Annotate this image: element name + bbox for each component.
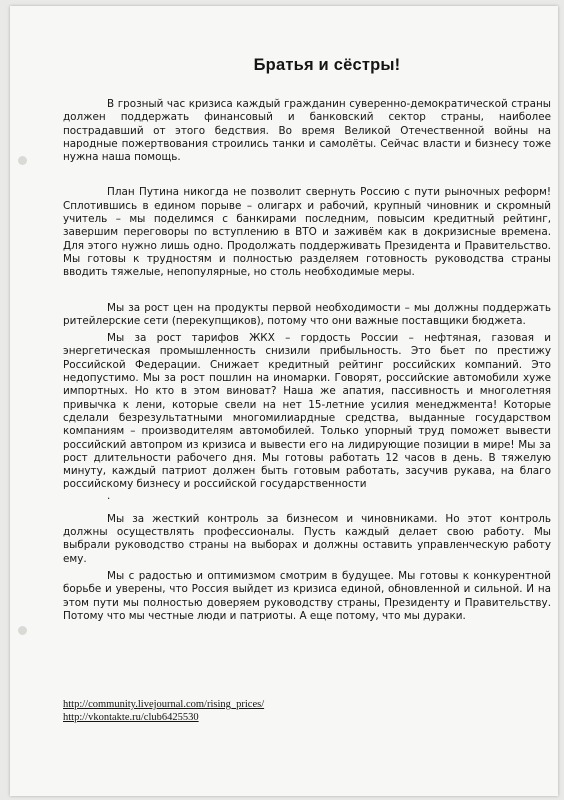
paragraph-4: Мы за рост тарифов ЖКХ – гордость России – нефтяная, газовая и энергетическая промышленность снизили прибыльность. Это бьет по престижу Российской Федерации. Снижает кредитный рейтинг российских компаний. Это недопустимо. Мы за рост пошлин на иномарки. Говорят, российские автомобили хуже импортных. Но кто в этом виноват? Наша же апатия, пассивность и многолетняя привычка к лени, которые свели на нет 15-летние усилия менеджмента! Которые сделали безрезультатными многомилиардные средства, выданные государством компаниям – производителям автомобилей. Только упорный труд поможет вывести российский автопром из кризиса и вывести его на лидирующие позиции в мире! Мы за рост длительности рабочего дня. Мы готовы работать 12 часов в день. В тяжелую минуту, каждый патриот должен быть готовым работать, засучив рукава, на благо российскому бизнесу и российской государственности (63, 332, 551, 491)
paragraph-6: Мы с радостью и оптимизмом смотрим в будущее. Мы готовы к конкурентной борьбе и уверены, что Россия выйдет из кризиса единой, обновленной и сильной. И на этом пути мы полностью доверяем руководству страны, Президенту и Правительству. Потому что мы честные люди и патриоты. А еще потому, что мы дураки. (63, 569, 551, 622)
vkontakte-link[interactable]: http://vkontakte.ru/club6425530 (63, 712, 199, 723)
livejournal-link[interactable]: http://community.livejournal.com/rising_prices/ (63, 699, 265, 710)
punch-hole (18, 156, 27, 165)
stray-dot: . (107, 489, 111, 502)
punch-hole (18, 626, 27, 635)
link-list (63, 698, 264, 724)
document-body (63, 98, 551, 623)
paragraph-5: Мы за жесткий контроль за бизнесом и чиновниками. Но этот контроль должны осуществлять профессионалы. Пусть каждый делает свою работу. Мы выбрали руководство страны на выборах и должны оставить управленческую работу ему. (63, 512, 551, 565)
paragraph-1: В грозный час кризиса каждый гражданин суверенно-демократической страны должен поддержать финансовый и банковский сектор страны, наиболее пострадавший от этого бедствия. Во время Великой Отечественной войны на народные пожертвования строились танки и самолёты. Сейчас власти и бизнесу тоже нужна наша помощь. (63, 98, 551, 164)
paragraph-2: План Путина никогда не позволит свернуть Россию с пути рыночных реформ! Сплотившись в едином порыве – олигарх и рабочий, крупный чиновник и скромный учитель – мы поделимся с банкирами последним, повысим кредитный рейтинг, завершим переговоры по вступлению в ВТО и заживём как в докризисные времена. Для этого нужно лишь одно. Продолжать поддерживать Президента и Правительство. Мы готовы к трудностям и полностью разделяем готовность руководства страны вводить тяжелые, непопулярные, но столь необходимые меры. (63, 186, 551, 279)
paragraph-3: Мы за рост цен на продукты первой необходимости – мы должны поддержать ритейлерские сети (перекупщиков), потому что они важные поставщики бюджета. (63, 301, 551, 327)
document-title: Братья и сёстры! (253, 56, 401, 74)
document-page (10, 6, 558, 796)
